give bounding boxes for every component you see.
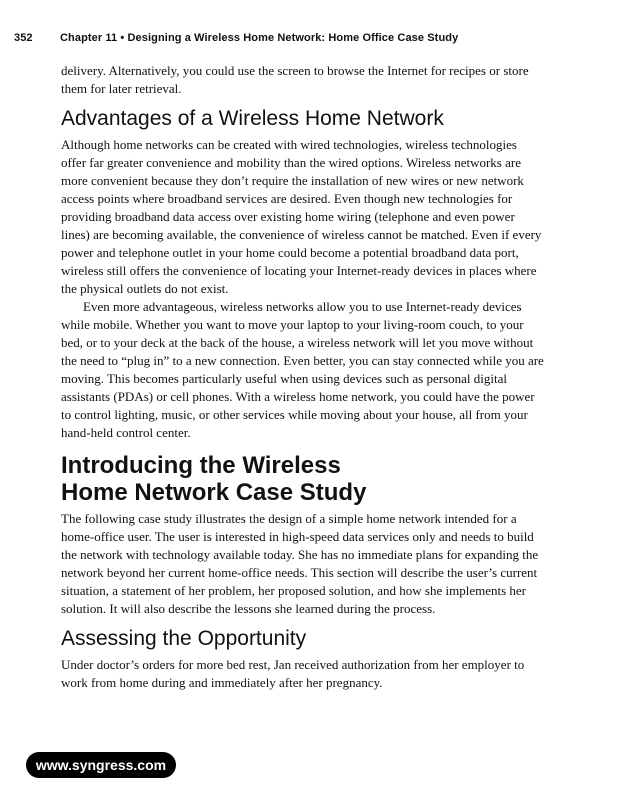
- continued-paragraph: delivery. Alternatively, you could use the screen to browse the Internet for recipes or store them for later retrieval.: [61, 63, 529, 96]
- section-heading-case-study: [61, 452, 545, 506]
- case-study-paragraph-1: The following case study illustrates the design of a simple home network intended for a home-office user. The user is interested in high-speed data services only and needs to build the network with technology available today. She has no immediate plans for expanding the network beyond her current home-office needs. This section will describe the user’s current situation, a statement of her problem, her proposed solution, and how she implements her solution. It will also describe the lessons she learned during the process.: [61, 511, 539, 616]
- section-heading-advantages: Advantages of a Wireless Home Network: [61, 107, 444, 130]
- section-heading-assessing: Assessing the Opportunity: [61, 627, 307, 650]
- assessing-paragraph-1: Under doctor’s orders for more bed rest, Jan received authorization from her employer to work from home during and immediately after her pregnancy.: [61, 657, 525, 690]
- case-study-heading-line-1: Introducing the Wireless: [61, 452, 341, 479]
- page-number: 352: [14, 32, 33, 44]
- running-header: [14, 32, 458, 44]
- page-body: [61, 62, 545, 692]
- publisher-url-badge[interactable]: www.syngress.com: [26, 752, 176, 778]
- advantages-paragraph-2: Even more advantageous, wireless networks allow you to use Internet-ready devices while mobile. Whether you want to move your laptop to your living-room couch, to your bed, or to your deck at the back of the house, a wireless network will let you move without the need to “plug in” to a new connection. Even better, you can stay connected while you are moving. This becomes particularly useful when using devices such as personal digital assistants (PDAs) or cell phones. With a wireless home network, you could have the power to control lighting, music, or other services while moving about your house, all from your hand-held control center.: [61, 299, 544, 440]
- advantages-paragraph-1: Although home networks can be created with wired technologies, wireless technologies offer far greater convenience and mobility than the wired options. Wireless networks are more convenient because they don’t require the installation of new wires or new network access points where broadband services are desired. Even though new technologies for providing broadband data access over existing home wiring (telephone and even power lines) are becoming available, the convenience of wireless cannot be matched. Even if every power and telephone outlet in your home could become a potential broadband data port, wireless still offers the convenience of locating your Internet-ready devices in places where the physical outlets do not exist.: [61, 137, 542, 296]
- chapter-running-title: Chapter 11 • Designing a Wireless Home Network: Home Office Case Study: [60, 32, 459, 44]
- case-study-heading-line-2: Home Network Case Study: [61, 479, 367, 506]
